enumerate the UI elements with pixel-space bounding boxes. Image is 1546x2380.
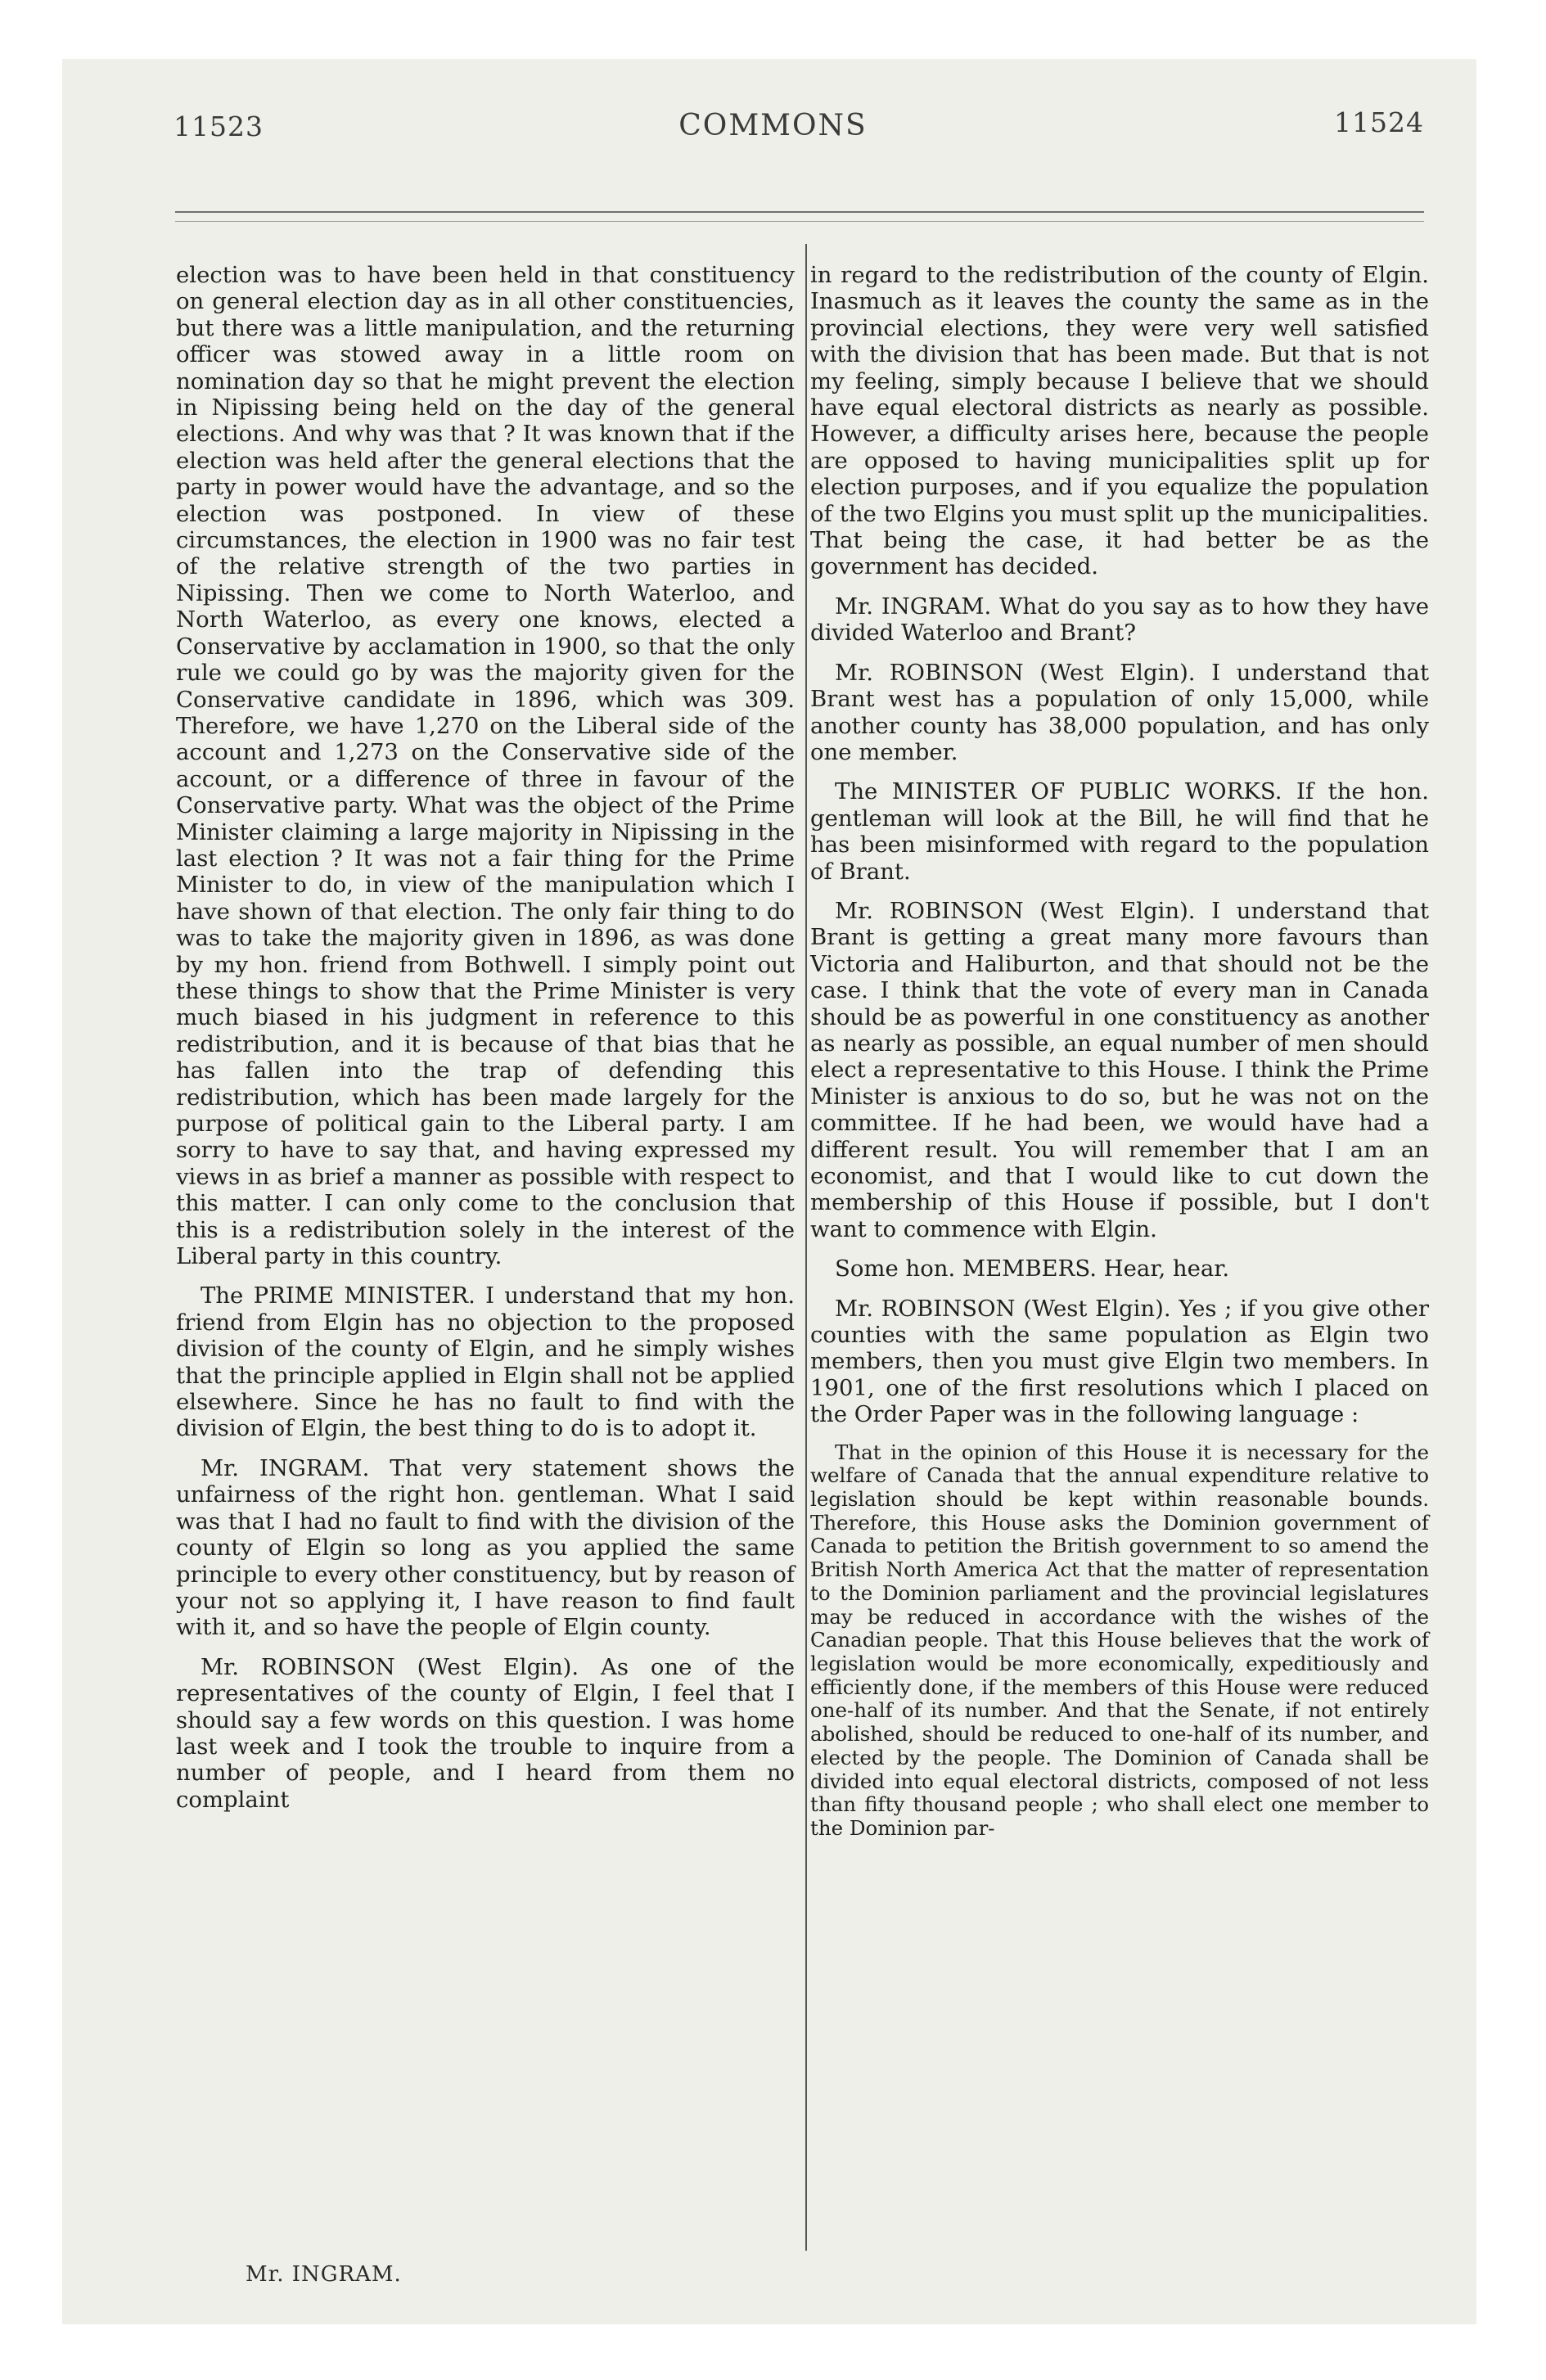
paragraph: The MINISTER OF PUBLIC WORKS. If the hon. gentleman will look at the Bill, he will find that he has been misinformed with regard to the population of Brant. [810, 778, 1429, 885]
right-column [810, 262, 1429, 1854]
paragraph: Mr. ROBINSON (West Elgin). As one of the representatives of the county of Elgin, I feel that I should say a few words on this question. I was home last week and I took the trouble to inquire from a number of people, and I heard from them no complaint [176, 1653, 795, 1813]
quoted-resolution: That in the opinion of this House it is necessary for the welfare of Canada that the annual expenditure relative to legislation should be kept within reasonable bounds. Therefore, this House asks the Dominion government of Canada to petition the British government to so amend the British North America Act that the matter of representation to the Dominion parliament and the provincial legislatures may be reduced in accordance with the wishes of the Canadian people. That this House believes that the work of legislation would be more economically, expeditiously and efficiently done, if the members of this House were reduced one-half of its number. And that the Senate, if not entirely abolished, should be reduced to one-half of its number, and elected by the people. The Dominion of Canada shall be divided into equal electoral districts, composed of not less than fifty thousand people ; who shall elect one member to the Dominion par- [810, 1440, 1429, 1840]
paragraph: The PRIME MINISTER. I understand that my hon. friend from Elgin has no objection to the proposed division of the county of Elgin, and he simply wishes that the principle applied in Elgin shall not be applied elsewhere. Since he has no fault to find with the division of Elgin, the best thing to do is to adopt it. [176, 1282, 795, 1442]
paragraph: Mr. ROBINSON (West Elgin). I understand that Brant is getting a great many more favours than Victoria and Haliburton, and that should not be the case. I think that the vote of every man in Canada should be as powerful in one constituency as another as nearly as possible, an equal number of men should elect a representative to this House. I think the Prime Minister is anxious to do so, but he was not on the committee. If he had been, we would have had a different result. You will remember that I am an economist, and that I would like to cut down the membership of this House if possible, but I don't want to commence with Elgin. [810, 897, 1429, 1242]
paragraph: Mr. INGRAM. That very statement shows the unfairness of the right hon. gentleman. What I said was that I had no fault to find with the division of the county of Elgin so long as you applied the same principle to every other constituency, but by reason of your not so applying it, I have reason to find fault with it, and so have the people of Elgin county. [176, 1454, 796, 1641]
page-number-left: 11523 [174, 110, 264, 142]
header-rule-thin [175, 221, 1424, 222]
paragraph: Some hon. MEMBERS. Hear, hear. [835, 1255, 1230, 1282]
column-divider [805, 244, 807, 2251]
paragraph: Mr. ROBINSON (West Elgin). Yes ; if you give other counties with the same population as Elgin two members, then you must give Elgin two members. In 1901, one of the first resolutions which I placed on the Order Paper was in the following language : [810, 1295, 1429, 1428]
page-title: COMMONS [678, 109, 868, 142]
paragraph: in regard to the redistribution of the county of Elgin. Inasmuch as it leaves the county the same as in the provincial elections, they were very well satisfied with the division that has been made. But that is not my feeling, simply because I believe that we should have equal electoral districts as nearly as possible. However, a difficulty arises here, because the people are opposed to having municipalities split up for election purposes, and if you equalize the population of the two Elgins you must split up the municipalities. That being the case, it had better be as the government has decided. [810, 262, 1429, 580]
left-column [176, 262, 795, 1826]
paragraph: Mr. INGRAM. What do you say as to how they have divided Waterloo and Brant? [810, 593, 1429, 647]
page-number-right: 11524 [1334, 106, 1424, 138]
header-rule [175, 211, 1424, 213]
paragraph: election was to have been held in that constituency on general election day as in all other constituencies, but there was a little manipulation, and the returning officer was stowed away in a little room on nomination day so that he might prevent the election in Nipissing being held on the day of the general elections. And why was that ? It was known that if the election was held after the general elections that the party in power would have the advantage, and so the election was postponed. In view of these circumstances, the election in 1900 was no fair test of the relative strength of the two parties in Nipissing. Then we come to North Waterloo, and North Waterloo, as every one knows, elected a Conservative by acclamation in 1900, so that the only rule we could go by was the majority given for the Conservative candidate in 1896, which was 309. Therefore, we have 1,270 on the Liberal side of the account and 1,273 on the Conservative side of the account, or a difference of three in favour of the Conservative party. What was the object of the Prime Minister claiming a large majority in Nipissing in the last election ? It was not a fair thing for the Prime Minister to do, in view of the manipulation which I have shown of that election. The only fair thing to do was to take the majority given in 1896, as was done by my hon. friend from Bothwell. I simply point out these things to show that the Prime Minister is very much biased in his judgment in reference to this redistribution, and it is because of that bias that he has fallen into the trap of defending this redistribution, which has been made largely for the purpose of political gain to the Liberal party. I am sorry to have to say that, and having expressed my views in as brief a manner as possible with respect to this matter. I can only come to the conclusion that this is a redistribution solely in the interest of the Liberal party in this country. [176, 262, 795, 1270]
footer-speaker: Mr. INGRAM. [246, 2262, 402, 2287]
paragraph: Mr. ROBINSON (West Elgin). I understand that Brant west has a population of only 15,000, while another county has 38,000 population, and has only one member. [810, 659, 1429, 765]
